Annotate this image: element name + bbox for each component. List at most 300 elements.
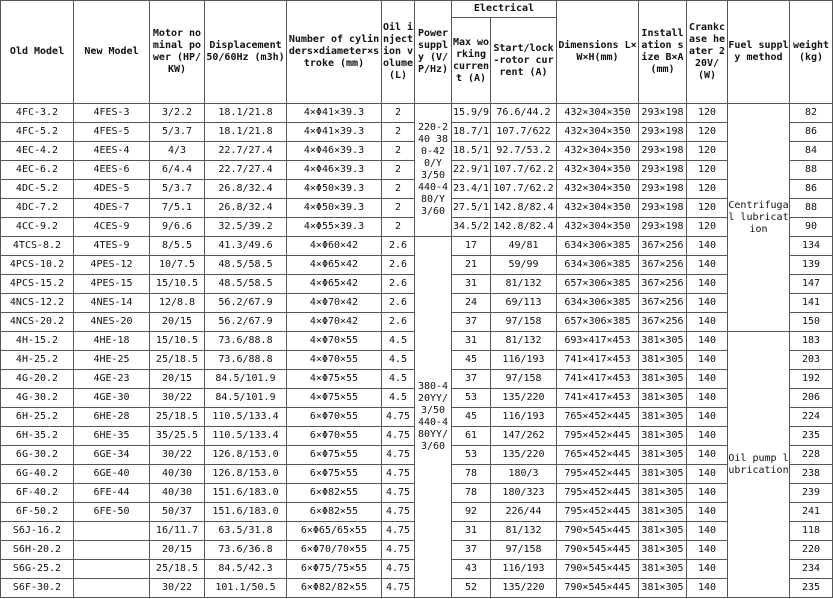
cell-cylinders: 4×Φ75×55 [287, 389, 382, 408]
cell-crankcase-heater: 140 [687, 579, 728, 598]
cell-new-model: 6HE-28 [74, 408, 150, 427]
cell-dimensions: 790×545×445 [557, 541, 639, 560]
cell-oil-volume: 2.6 [382, 256, 415, 275]
cell-new-model: 4HE-18 [74, 332, 150, 351]
cell-dimensions: 795×452×445 [557, 465, 639, 484]
cell-oil-volume: 2 [382, 180, 415, 199]
cell-install-size: 293×198 [639, 104, 687, 123]
cell-weight: 84 [790, 142, 833, 161]
cell-cylinders: 6×Φ75×55 [287, 465, 382, 484]
cell-crankcase-heater: 140 [687, 465, 728, 484]
cell-motor-power: 8/5.5 [150, 237, 205, 256]
cell-dimensions: 432×304×350 [557, 180, 639, 199]
cell-oil-volume: 4.75 [382, 560, 415, 579]
cell-dimensions: 790×545×445 [557, 579, 639, 598]
cell-displacement: 22.7/27.4 [205, 142, 287, 161]
cell-max-current: 37 [452, 313, 491, 332]
cell-start-current: 69/113 [491, 294, 557, 313]
cell-crankcase-heater: 120 [687, 161, 728, 180]
cell-oil-volume: 4.5 [382, 389, 415, 408]
cell-weight: 86 [790, 180, 833, 199]
cell-max-current: 43 [452, 560, 491, 579]
cell-dimensions: 795×452×445 [557, 484, 639, 503]
cell-max-current: 78 [452, 465, 491, 484]
cell-motor-power: 25/18.5 [150, 408, 205, 427]
cell-crankcase-heater: 140 [687, 541, 728, 560]
cell-dimensions: 432×304×350 [557, 142, 639, 161]
cell-start-current: 107.7/62.2 [491, 161, 557, 180]
cell-motor-power: 20/15 [150, 370, 205, 389]
cell-weight: 235 [790, 427, 833, 446]
cell-old-model: 4EC-4.2 [1, 142, 74, 161]
cell-start-current: 147/262 [491, 427, 557, 446]
cell-old-model: 6G-30.2 [1, 446, 74, 465]
cell-weight: 234 [790, 560, 833, 579]
cell-oil-volume: 2.6 [382, 237, 415, 256]
cell-old-model: 4PCS-15.2 [1, 275, 74, 294]
cell-weight: 147 [790, 275, 833, 294]
cell-crankcase-heater: 140 [687, 294, 728, 313]
cell-max-current: 21 [452, 256, 491, 275]
cell-max-current: 31 [452, 275, 491, 294]
cell-motor-power: 10/7.5 [150, 256, 205, 275]
cell-motor-power: 25/18.5 [150, 560, 205, 579]
cell-start-current: 116/193 [491, 351, 557, 370]
cell-displacement: 63.5/31.8 [205, 522, 287, 541]
cell-cylinders: 4×Φ60×42 [287, 237, 382, 256]
cell-crankcase-heater: 140 [687, 351, 728, 370]
cell-weight: 241 [790, 503, 833, 522]
cell-displacement: 18.1/21.8 [205, 123, 287, 142]
cell-install-size: 367×256 [639, 294, 687, 313]
cell-displacement: 56.2/67.9 [205, 313, 287, 332]
cell-crankcase-heater: 140 [687, 313, 728, 332]
cell-new-model: 4GE-30 [74, 389, 150, 408]
header-start-current: Start/lock-rotor current (A) [491, 18, 557, 104]
cell-install-size: 367×256 [639, 256, 687, 275]
header-displacement: Displacement 50/60Hz (m3h) [205, 1, 287, 104]
cell-weight: 192 [790, 370, 833, 389]
cell-start-current: 107.7/62.2 [491, 180, 557, 199]
cell-max-current: 31 [452, 332, 491, 351]
cell-cylinders: 4×Φ70×55 [287, 351, 382, 370]
cell-install-size: 367×256 [639, 275, 687, 294]
cell-displacement: 48.5/58.5 [205, 275, 287, 294]
cell-oil-volume: 2.6 [382, 275, 415, 294]
cell-crankcase-heater: 140 [687, 522, 728, 541]
table-body [1, 104, 833, 598]
cell-weight: 203 [790, 351, 833, 370]
header-install-size: Installation size B×A (mm) [639, 1, 687, 104]
cell-new-model: 4NES-20 [74, 313, 150, 332]
cell-motor-power: 30/22 [150, 579, 205, 598]
cell-install-size: 381×305 [639, 389, 687, 408]
cell-oil-volume: 4.75 [382, 579, 415, 598]
cell-new-model: 4EES-6 [74, 161, 150, 180]
cell-oil-volume: 2 [382, 161, 415, 180]
cell-old-model: S6H-20.2 [1, 541, 74, 560]
cell-start-current: 76.6/44.2 [491, 104, 557, 123]
cell-max-current: 78 [452, 484, 491, 503]
cell-cylinders: 4×Φ75×55 [287, 370, 382, 389]
cell-weight: 150 [790, 313, 833, 332]
cell-motor-power: 50/37 [150, 503, 205, 522]
cell-new-model [74, 522, 150, 541]
cell-crankcase-heater: 140 [687, 256, 728, 275]
cell-displacement: 151.6/183.0 [205, 484, 287, 503]
cell-cylinders: 4×Φ55×39.3 [287, 218, 382, 237]
cell-displacement: 56.2/67.9 [205, 294, 287, 313]
cell-cylinders: 4×Φ70×42 [287, 294, 382, 313]
cell-max-current: 18.5/1 [452, 142, 491, 161]
cell-old-model: 4NCS-12.2 [1, 294, 74, 313]
cell-cylinders: 4×Φ41×39.3 [287, 104, 382, 123]
cell-dimensions: 790×545×445 [557, 560, 639, 579]
cell-weight: 228 [790, 446, 833, 465]
cell-start-current: 142.8/82.4 [491, 199, 557, 218]
cell-install-size: 381×305 [639, 503, 687, 522]
cell-displacement: 151.6/183.0 [205, 503, 287, 522]
cell-old-model: S6G-25.2 [1, 560, 74, 579]
header-max-current: Max working current (A) [452, 18, 491, 104]
cell-start-current: 59/99 [491, 256, 557, 275]
cell-motor-power: 12/8.8 [150, 294, 205, 313]
cell-oil-volume: 4.75 [382, 446, 415, 465]
cell-cylinders: 4×Φ50×39.3 [287, 180, 382, 199]
cell-displacement: 26.8/32.4 [205, 180, 287, 199]
cell-weight: 134 [790, 237, 833, 256]
cell-new-model: 6HE-35 [74, 427, 150, 446]
cell-weight: 82 [790, 104, 833, 123]
cell-start-current: 81/132 [491, 522, 557, 541]
cell-displacement: 84.5/101.9 [205, 370, 287, 389]
cell-start-current: 81/132 [491, 275, 557, 294]
cell-install-size: 381×305 [639, 332, 687, 351]
cell-crankcase-heater: 140 [687, 275, 728, 294]
cell-crankcase-heater: 140 [687, 408, 728, 427]
cell-oil-volume: 4.5 [382, 351, 415, 370]
cell-old-model: 4NCS-20.2 [1, 313, 74, 332]
cell-install-size: 381×305 [639, 541, 687, 560]
cell-displacement: 73.6/36.8 [205, 541, 287, 560]
cell-dimensions: 765×452×445 [557, 408, 639, 427]
cell-dimensions: 432×304×350 [557, 199, 639, 218]
cell-crankcase-heater: 140 [687, 503, 728, 522]
cell-motor-power: 3/2.2 [150, 104, 205, 123]
cell-oil-volume: 2 [382, 104, 415, 123]
cell-crankcase-heater: 120 [687, 199, 728, 218]
cell-cylinders: 4×Φ50×39.3 [287, 199, 382, 218]
cell-weight: 238 [790, 465, 833, 484]
cell-displacement: 73.6/88.8 [205, 332, 287, 351]
cell-old-model: S6J-16.2 [1, 522, 74, 541]
cell-weight: 88 [790, 199, 833, 218]
cell-displacement: 73.6/88.8 [205, 351, 287, 370]
cell-displacement: 48.5/58.5 [205, 256, 287, 275]
cell-cylinders: 6×Φ70×55 [287, 427, 382, 446]
cell-old-model: 4DC-7.2 [1, 199, 74, 218]
cell-motor-power: 40/30 [150, 484, 205, 503]
cell-start-current: 97/158 [491, 313, 557, 332]
cell-new-model: 4DES-5 [74, 180, 150, 199]
cell-dimensions: 765×452×445 [557, 446, 639, 465]
cell-oil-volume: 2.6 [382, 313, 415, 332]
cell-max-current: 27.5/1 [452, 199, 491, 218]
cell-motor-power: 4/3 [150, 142, 205, 161]
cell-cylinders: 4×Φ46×39.3 [287, 142, 382, 161]
cell-cylinders: 4×Φ70×55 [287, 332, 382, 351]
cell-start-current: 135/220 [491, 579, 557, 598]
cell-start-current: 116/193 [491, 560, 557, 579]
cell-start-current: 135/220 [491, 446, 557, 465]
cell-old-model: S6F-30.2 [1, 579, 74, 598]
cell-displacement: 18.1/21.8 [205, 104, 287, 123]
cell-oil-volume: 4.75 [382, 503, 415, 522]
cell-oil-volume: 4.75 [382, 408, 415, 427]
cell-max-current: 18.7/1 [452, 123, 491, 142]
cell-start-current: 97/158 [491, 370, 557, 389]
header-dimensions: Dimensions L×W×H(mm) [557, 1, 639, 104]
cell-old-model: 4FC-5.2 [1, 123, 74, 142]
cell-start-current: 135/220 [491, 389, 557, 408]
cell-dimensions: 741×417×453 [557, 351, 639, 370]
cell-motor-power: 25/18.5 [150, 351, 205, 370]
cell-new-model: 6FE-50 [74, 503, 150, 522]
cell-motor-power: 30/22 [150, 389, 205, 408]
cell-start-current: 97/158 [491, 541, 557, 560]
cell-oil-volume: 4.75 [382, 484, 415, 503]
cell-motor-power: 5/3.7 [150, 180, 205, 199]
cell-old-model: 6G-40.2 [1, 465, 74, 484]
cell-crankcase-heater: 120 [687, 123, 728, 142]
cell-max-current: 17 [452, 237, 491, 256]
cell-install-size: 367×256 [639, 313, 687, 332]
cell-new-model [74, 579, 150, 598]
cell-dimensions: 657×306×385 [557, 275, 639, 294]
cell-old-model: 4G-20.2 [1, 370, 74, 389]
cell-dimensions: 432×304×350 [557, 161, 639, 180]
cell-new-model: 4FES-3 [74, 104, 150, 123]
cell-motor-power: 40/30 [150, 465, 205, 484]
cell-displacement: 22.7/27.4 [205, 161, 287, 180]
cell-fuel-supply-group: Oil pump lubrication [728, 332, 790, 598]
cell-start-current: 116/193 [491, 408, 557, 427]
cell-oil-volume: 4.5 [382, 370, 415, 389]
cell-displacement: 84.5/101.9 [205, 389, 287, 408]
cell-new-model: 4PES-15 [74, 275, 150, 294]
cell-install-size: 367×256 [639, 237, 687, 256]
cell-fuel-supply-group: Centrifugal lubrication [728, 104, 790, 332]
cell-displacement: 41.3/49.6 [205, 237, 287, 256]
cell-motor-power: 35/25.5 [150, 427, 205, 446]
cell-power-supply-group: 220-240 380-420/Y 3/50 440-480/Y 3/60 [415, 104, 452, 237]
cell-cylinders: 6×Φ70/70×55 [287, 541, 382, 560]
cell-oil-volume: 4.5 [382, 332, 415, 351]
cell-motor-power: 20/15 [150, 541, 205, 560]
cell-cylinders: 4×Φ65×42 [287, 275, 382, 294]
cell-install-size: 381×305 [639, 427, 687, 446]
cell-install-size: 293×198 [639, 142, 687, 161]
cell-max-current: 52 [452, 579, 491, 598]
header-power-supply: Power supply (V/P/Hz) [415, 1, 452, 104]
cell-cylinders: 4×Φ70×42 [287, 313, 382, 332]
cell-cylinders: 4×Φ41×39.3 [287, 123, 382, 142]
cell-start-current: 180/3 [491, 465, 557, 484]
cell-crankcase-heater: 120 [687, 104, 728, 123]
cell-dimensions: 795×452×445 [557, 503, 639, 522]
cell-crankcase-heater: 140 [687, 370, 728, 389]
cell-old-model: 6F-50.2 [1, 503, 74, 522]
cell-displacement: 110.5/133.4 [205, 427, 287, 446]
cell-displacement: 84.5/42.3 [205, 560, 287, 579]
cell-oil-volume: 2.6 [382, 294, 415, 313]
cell-old-model: 4FC-3.2 [1, 104, 74, 123]
cell-start-current: 49/81 [491, 237, 557, 256]
cell-weight: 141 [790, 294, 833, 313]
cell-install-size: 293×198 [639, 199, 687, 218]
cell-old-model: 4EC-6.2 [1, 161, 74, 180]
cell-dimensions: 432×304×350 [557, 123, 639, 142]
header-cylinders: Number of cylinders×diameter×stroke (mm) [287, 1, 382, 104]
cell-displacement: 110.5/133.4 [205, 408, 287, 427]
cell-new-model: 6GE-34 [74, 446, 150, 465]
cell-dimensions: 693×417×453 [557, 332, 639, 351]
cell-motor-power: 30/22 [150, 446, 205, 465]
cell-install-size: 293×198 [639, 161, 687, 180]
cell-oil-volume: 2 [382, 142, 415, 161]
cell-oil-volume: 2 [382, 218, 415, 237]
cell-max-current: 22.9/1 [452, 161, 491, 180]
cell-install-size: 293×198 [639, 180, 687, 199]
cell-weight: 224 [790, 408, 833, 427]
cell-crankcase-heater: 140 [687, 484, 728, 503]
cell-cylinders: 6×Φ75/75×55 [287, 560, 382, 579]
cell-install-size: 381×305 [639, 560, 687, 579]
cell-motor-power: 16/11.7 [150, 522, 205, 541]
cell-cylinders: 6×Φ65/65×55 [287, 522, 382, 541]
cell-start-current: 226/44 [491, 503, 557, 522]
cell-new-model: 4PES-12 [74, 256, 150, 275]
cell-cylinders: 4×Φ65×42 [287, 256, 382, 275]
cell-old-model: 4DC-5.2 [1, 180, 74, 199]
cell-install-size: 381×305 [639, 351, 687, 370]
cell-cylinders: 6×Φ82/82×55 [287, 579, 382, 598]
cell-crankcase-heater: 120 [687, 218, 728, 237]
cell-max-current: 15.9/9 [452, 104, 491, 123]
cell-old-model: 4TCS-8.2 [1, 237, 74, 256]
cell-dimensions: 432×304×350 [557, 104, 639, 123]
cell-motor-power: 20/15 [150, 313, 205, 332]
cell-max-current: 31 [452, 522, 491, 541]
cell-max-current: 45 [452, 351, 491, 370]
cell-dimensions: 432×304×350 [557, 218, 639, 237]
cell-max-current: 24 [452, 294, 491, 313]
cell-new-model: 6FE-44 [74, 484, 150, 503]
cell-weight: 220 [790, 541, 833, 560]
cell-dimensions: 634×306×385 [557, 256, 639, 275]
cell-motor-power: 15/10.5 [150, 275, 205, 294]
header-oil-volume: Oil injection volume (L) [382, 1, 415, 104]
cell-weight: 88 [790, 161, 833, 180]
header-electrical: Electrical [452, 1, 557, 18]
cell-motor-power: 6/4.4 [150, 161, 205, 180]
cell-oil-volume: 4.75 [382, 465, 415, 484]
cell-install-size: 381×305 [639, 465, 687, 484]
cell-motor-power: 15/10.5 [150, 332, 205, 351]
cell-displacement: 126.8/153.0 [205, 465, 287, 484]
cell-old-model: 4G-30.2 [1, 389, 74, 408]
header-motor-power: Motor nominal power (HP/KW) [150, 1, 205, 104]
cell-new-model: 4GE-23 [74, 370, 150, 389]
cell-new-model: 4NES-14 [74, 294, 150, 313]
cell-max-current: 45 [452, 408, 491, 427]
cell-displacement: 32.5/39.2 [205, 218, 287, 237]
cell-cylinders: 6×Φ75×55 [287, 446, 382, 465]
cell-new-model: 4EES-4 [74, 142, 150, 161]
cell-weight: 139 [790, 256, 833, 275]
cell-motor-power: 5/3.7 [150, 123, 205, 142]
cell-weight: 118 [790, 522, 833, 541]
cell-oil-volume: 4.75 [382, 522, 415, 541]
cell-crankcase-heater: 120 [687, 142, 728, 161]
header-weight: weight(kg) [790, 1, 833, 104]
cell-dimensions: 795×452×445 [557, 427, 639, 446]
cell-oil-volume: 4.75 [382, 541, 415, 560]
cell-old-model: 6H-25.2 [1, 408, 74, 427]
cell-crankcase-heater: 140 [687, 389, 728, 408]
cell-dimensions: 657×306×385 [557, 313, 639, 332]
header-old-model: Old Model [1, 1, 74, 104]
cell-weight: 239 [790, 484, 833, 503]
header-new-model: New Model [74, 1, 150, 104]
cell-max-current: 23.4/1 [452, 180, 491, 199]
cell-new-model: 4TES-9 [74, 237, 150, 256]
cell-oil-volume: 4.75 [382, 427, 415, 446]
cell-displacement: 26.8/32.4 [205, 199, 287, 218]
cell-weight: 206 [790, 389, 833, 408]
cell-max-current: 34.5/2 [452, 218, 491, 237]
cell-displacement: 126.8/153.0 [205, 446, 287, 465]
cell-old-model: 6F-40.2 [1, 484, 74, 503]
cell-dimensions: 741×417×453 [557, 370, 639, 389]
cell-start-current: 180/323 [491, 484, 557, 503]
cell-old-model: 4PCS-10.2 [1, 256, 74, 275]
cell-crankcase-heater: 140 [687, 237, 728, 256]
cell-old-model: 6H-35.2 [1, 427, 74, 446]
cell-weight: 86 [790, 123, 833, 142]
cell-install-size: 381×305 [639, 484, 687, 503]
cell-new-model [74, 560, 150, 579]
cell-max-current: 61 [452, 427, 491, 446]
cell-cylinders: 6×Φ82×55 [287, 503, 382, 522]
cell-max-current: 53 [452, 446, 491, 465]
cell-oil-volume: 2 [382, 199, 415, 218]
cell-weight: 183 [790, 332, 833, 351]
cell-crankcase-heater: 140 [687, 560, 728, 579]
cell-dimensions: 741×417×453 [557, 389, 639, 408]
cell-max-current: 92 [452, 503, 491, 522]
cell-crankcase-heater: 140 [687, 446, 728, 465]
cell-motor-power: 7/5.1 [150, 199, 205, 218]
header-fuel-supply: Fuel supply method [728, 1, 790, 104]
cell-dimensions: 634×306×385 [557, 294, 639, 313]
cell-cylinders: 4×Φ46×39.3 [287, 161, 382, 180]
cell-crankcase-heater: 140 [687, 332, 728, 351]
cell-start-current: 142.8/82.4 [491, 218, 557, 237]
cell-oil-volume: 2 [382, 123, 415, 142]
cell-cylinders: 6×Φ82×55 [287, 484, 382, 503]
cell-crankcase-heater: 120 [687, 180, 728, 199]
